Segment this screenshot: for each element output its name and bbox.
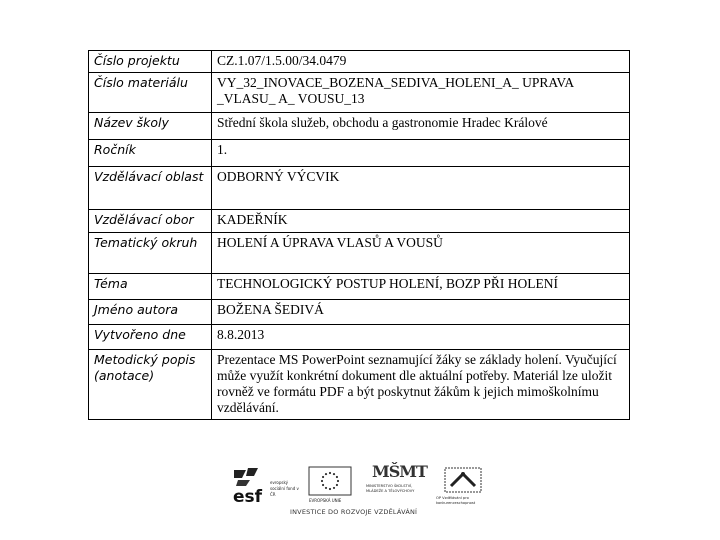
project-info-table	[88, 50, 630, 420]
row-label: Číslo materiálu	[89, 73, 212, 113]
footer-slogan: INVESTICE DO ROZVOJE VZDĚLÁVÁNÍ	[290, 508, 418, 516]
eu-star-icon	[322, 484, 324, 486]
svg-text:esf: esf	[233, 487, 263, 506]
row-label: Téma	[89, 274, 212, 300]
row-label: Číslo projektu	[89, 51, 212, 73]
table-row	[89, 325, 630, 350]
eu-logo	[308, 466, 352, 506]
op-vk-arrow-icon	[443, 466, 483, 494]
eu-star-icon	[329, 488, 331, 490]
msmt-caption: MINISTERSTVO ŠKOLSTVÍ, MLÁDEŽE A TĚLOVÝCHOVY	[366, 484, 415, 493]
row-label: Vzdělávací obor	[89, 210, 212, 233]
table-body	[89, 51, 630, 420]
table-row	[89, 274, 630, 300]
eu-star-icon	[321, 480, 323, 482]
row-value: VY_32_INOVACE_BOZENA_SEDIVA_HOLENI_A_ UPRAVA _VLASU_ A_ VOUSU_13	[212, 73, 630, 113]
eu-star-icon	[336, 476, 338, 478]
row-label: Vzdělávací oblast	[89, 167, 212, 210]
row-label: Metodický popis (anotace)	[89, 350, 212, 420]
row-value: BOŽENA ŠEDIVÁ	[212, 300, 630, 325]
row-label: Jméno autora	[89, 300, 212, 325]
row-value: ODBORNÝ VÝCVIK	[212, 167, 630, 210]
row-label: Ročník	[89, 140, 212, 167]
row-value: 1.	[212, 140, 630, 167]
table-row	[89, 51, 630, 73]
msmt-logo	[366, 462, 426, 506]
row-value: KADEŘNÍK	[212, 210, 630, 233]
table-row	[89, 167, 630, 210]
row-value: HOLENÍ A ÚPRAVA VLASŮ A VOUSŮ	[212, 233, 630, 274]
eu-star-icon	[337, 480, 339, 482]
table-row	[89, 73, 630, 113]
eu-star-icon	[329, 472, 331, 474]
row-value: Prezentace MS PowerPoint seznamující žáky se základy holení. Vyučující může využít konkrétní dokument dle aktuální potřeby. Materiál lze uložit rovněž ve formátu PDF a být poskytnut žákům k jejich mimoškolnímu vzdělávání.	[212, 350, 630, 420]
table-row	[89, 140, 630, 167]
row-value: 8.8.2013	[212, 325, 630, 350]
row-label: Vytvořeno dne	[89, 325, 212, 350]
row-value: Střední škola služeb, obchodu a gastronomie Hradec Králové	[212, 113, 630, 140]
row-label: Název školy	[89, 113, 212, 140]
msmt-letters: MŠMT	[372, 462, 427, 481]
table-row	[89, 113, 630, 140]
eu-flag-icon	[308, 466, 352, 496]
eu-star-icon	[333, 473, 335, 475]
row-value: TECHNOLOGICKÝ POSTUP HOLENÍ, BOZP PŘI HOLENÍ	[212, 274, 630, 300]
eu-star-icon	[322, 476, 324, 478]
table-row	[89, 300, 630, 325]
row-value: CZ.1.07/1.5.00/34.0479	[212, 51, 630, 73]
row-label: Tematický okruh	[89, 233, 212, 274]
esf-logo	[232, 466, 300, 506]
eu-star-icon	[325, 473, 327, 475]
table-row	[89, 210, 630, 233]
eu-star-icon	[325, 487, 327, 489]
op-vk-caption: OP Vzdělávání pro konkurenceschopnost	[436, 496, 476, 505]
table-row	[89, 233, 630, 274]
eu-star-icon	[336, 484, 338, 486]
esf-caption: evropský sociální fond v ČR	[270, 480, 299, 497]
eu-star-icon	[333, 487, 335, 489]
table-row	[89, 350, 630, 420]
op-vk-logo	[436, 466, 490, 506]
eu-caption: EVROPSKÁ UNIE	[309, 498, 342, 503]
